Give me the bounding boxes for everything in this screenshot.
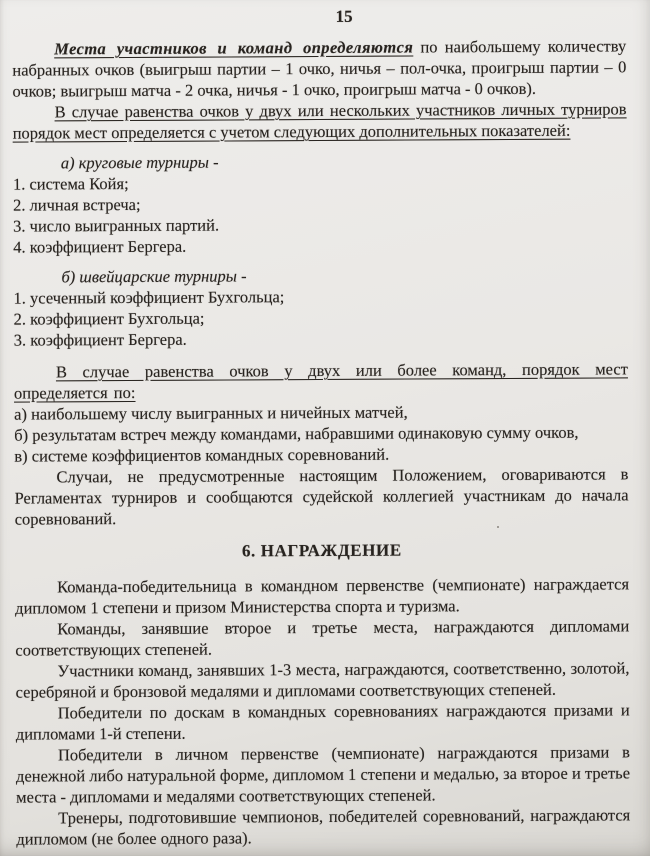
tiebreak-teams-list: [14, 400, 628, 466]
round-robin-label: а) круговые турниры -: [60, 152, 219, 173]
award-paragraph: Победители по доскам в командных соревнованиях награждаются призами и дипломами 1-й степени.: [15, 700, 630, 744]
swiss-list: [13, 284, 627, 350]
swiss-label: б) швейцарские турниры -: [61, 266, 247, 287]
award-paragraph: Команда-победительница в командном первенстве (чемпионате) награждается дипломом 1 степени и призом Министерства спорта и туризма.: [15, 574, 630, 618]
list-item: а) наибольшему числу выигранных и ничейных матчей,: [14, 402, 408, 424]
cases-paragraph: Случаи, не предусмотренные настоящим Положением, оговариваются в Регламентах турниров и сообщаются судейской коллегией участникам до начала соревнований.: [14, 464, 629, 529]
intro-rest: по наибольшему количеству набранных очков (выигрыш партии – 1 очко, ничья – пол-очка, проигрыш партии – 0 очков; выигрыш матча - 2 очка, ничья - 1 очко, проигрыш матча - 0 очков).: [12, 36, 627, 101]
list-item: 1. усеченный коэффициент Бухгольца;: [13, 287, 285, 308]
list-item: 1. система Койя;: [12, 173, 129, 194]
list-item: 2. личная встреча;: [12, 194, 141, 215]
award-paragraph: Тренеры, подготовившие чемпионов, победителей соревнований, награждаются дипломом (не более одного раза).: [16, 805, 631, 849]
page-content: [12, 4, 630, 849]
list-item: 2. коэффициент Бухгольца;: [13, 308, 205, 329]
award-paragraph: Команды, занявшие второе и третье места, награждаются дипломами соответствующих степеней.: [15, 616, 630, 660]
award-paragraph: Участники команд, занявших 1-3 места, награждаются, соответственно, золотой, серебряной и бронзовой медалями и дипломами соответствующих степеней.: [15, 658, 630, 702]
list-item: 3. коэффициент Бергера.: [13, 329, 187, 350]
list-item: б) результатам встреч между командами, набравшими одинаковую сумму очков,: [14, 422, 579, 445]
tiebreak-teams-paragraph: В случае равенства очков у двух или более команд, порядок мест определяется по:: [13, 359, 628, 403]
scan-dust-speck: [497, 526, 499, 528]
round-robin-list: [13, 170, 627, 257]
intro-lead-underline: Места участников и команд определяются: [54, 37, 414, 59]
awards-section-heading: 6. НАГРАЖДЕНИЕ: [241, 540, 402, 561]
intro-paragraph: [12, 35, 626, 101]
list-item: 3. число выигранных партий.: [13, 215, 220, 236]
award-paragraph: Победители в личном первенстве (чемпионате) награждаются призами в денежной либо натуральной форме, дипломом 1 степени и медалью, за второе и третье места - дипломами и медалями соответствующих степеней.: [15, 742, 631, 807]
tiebreak-individual-paragraph: В случае равенства очков у двух или нескольких участников личных турниров порядок мест определяется с учетом следующих дополнительных показателей:: [12, 99, 627, 143]
page-number: 15: [335, 6, 353, 26]
list-item: 4. коэффициент Бергера.: [13, 236, 187, 257]
list-item: в) системе коэффициентов командных соревнований.: [14, 444, 390, 466]
